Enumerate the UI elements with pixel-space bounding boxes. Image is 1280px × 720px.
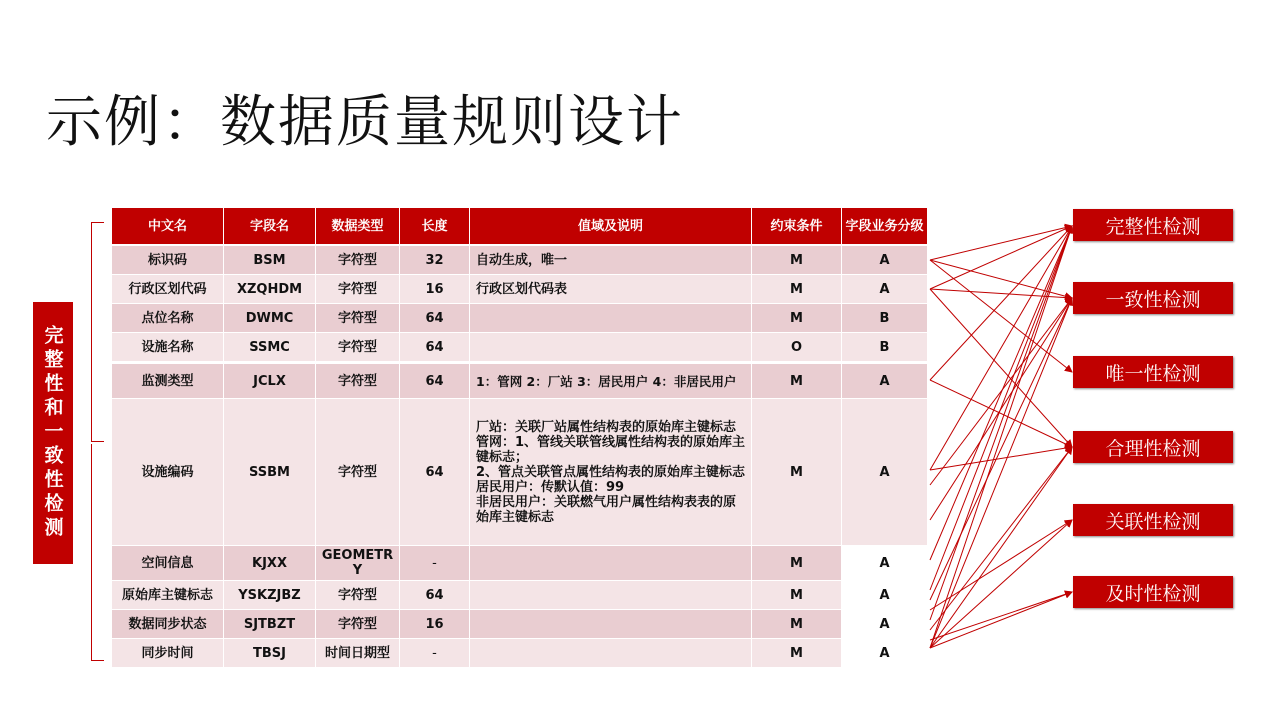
connector-line: [930, 298, 1072, 600]
connector-line: [930, 226, 1072, 560]
cell-type: 字符型: [316, 333, 400, 361]
cell-type: 字符型: [316, 304, 400, 332]
check-completeness: 完整性检测: [1073, 209, 1233, 241]
cell-field: SSMC: [224, 333, 316, 361]
cell-length: 64: [400, 581, 470, 609]
cell-cn-name: 点位名称: [112, 304, 224, 332]
cell-length: 16: [400, 275, 470, 303]
cell-type: 字符型: [316, 399, 400, 545]
cell-cn-name: 设施编码: [112, 399, 224, 545]
connector-line: [930, 226, 1072, 380]
header-cell: 数据类型: [316, 208, 400, 244]
header-cell: 字段名: [224, 208, 316, 244]
cell-level: B: [842, 304, 928, 332]
check-consistency: 一致性检测: [1073, 282, 1233, 314]
cell-constraint: M: [752, 610, 842, 638]
cell-length: 16: [400, 610, 470, 638]
header-cell: 值域及说明: [470, 208, 752, 244]
table-row: [112, 610, 928, 638]
cell-constraint: M: [752, 399, 842, 545]
connector-line: [930, 298, 1072, 485]
cell-cn-name: 行政区划代码: [112, 275, 224, 303]
cell-domain: [470, 639, 752, 667]
cell-level: A: [842, 275, 928, 303]
table-row: [112, 639, 928, 667]
cell-level: A: [842, 546, 928, 580]
check-association: 关联性检测: [1073, 504, 1233, 536]
cell-cn-name: 空间信息: [112, 546, 224, 580]
cell-level: A: [842, 581, 928, 609]
cell-field: XZQHDM: [224, 275, 316, 303]
connector-line: [930, 226, 1072, 260]
connector-line: [930, 298, 1072, 520]
cell-domain: [470, 581, 752, 609]
cell-length: 64: [400, 304, 470, 332]
cell-level: B: [842, 333, 928, 361]
connector-line: [930, 447, 1072, 648]
cell-type: 字符型: [316, 364, 400, 398]
table-row: [112, 581, 928, 609]
cell-type: 字符型: [316, 275, 400, 303]
cell-cn-name: 数据同步状态: [112, 610, 224, 638]
cell-length: -: [400, 546, 470, 580]
cell-constraint: M: [752, 275, 842, 303]
cell-domain: [470, 304, 752, 332]
table-header-row: [112, 208, 928, 244]
connector-line: [930, 520, 1072, 610]
cell-field: JCLX: [224, 364, 316, 398]
cell-level: A: [842, 610, 928, 638]
cell-cn-name: 标识码: [112, 246, 224, 274]
check-timeliness: 及时性检测: [1073, 576, 1233, 608]
cell-field: DWMC: [224, 304, 316, 332]
cell-level: A: [842, 639, 928, 667]
cell-field: SJTBZT: [224, 610, 316, 638]
cell-constraint: M: [752, 581, 842, 609]
cell-type: 字符型: [316, 610, 400, 638]
cell-level: A: [842, 246, 928, 274]
side-label: 完整性和一致性检测: [33, 302, 73, 564]
cell-constraint: O: [752, 333, 842, 361]
cell-type: 字符型: [316, 581, 400, 609]
cell-domain: [470, 333, 752, 361]
cell-cn-name: 同步时间: [112, 639, 224, 667]
cell-constraint: M: [752, 246, 842, 274]
cell-cn-name: 监测类型: [112, 364, 224, 398]
header-cell: 中文名: [112, 208, 224, 244]
connector-line: [930, 260, 1072, 298]
cell-length: -: [400, 639, 470, 667]
connector-line: [930, 447, 1072, 630]
header-cell: 约束条件: [752, 208, 842, 244]
connector-line: [930, 226, 1072, 590]
header-cell: 字段业务分级: [842, 208, 928, 244]
cell-constraint: M: [752, 304, 842, 332]
cell-length: 64: [400, 399, 470, 545]
cell-length: 64: [400, 364, 470, 398]
cell-level: A: [842, 364, 928, 398]
cell-constraint: M: [752, 639, 842, 667]
cell-domain: [470, 610, 752, 638]
cell-constraint: M: [752, 546, 842, 580]
cell-cn-name: 原始库主键标志: [112, 581, 224, 609]
cell-domain: [470, 546, 752, 580]
table-row: [112, 333, 928, 361]
page-title: 示例：数据质量规则设计: [46, 90, 684, 155]
cell-type: 时间日期型: [316, 639, 400, 667]
table-row: [112, 364, 928, 398]
cell-length: 32: [400, 246, 470, 274]
cell-constraint: M: [752, 364, 842, 398]
check-uniqueness: 唯一性检测: [1073, 356, 1233, 388]
cell-field: YSKZJBZ: [224, 581, 316, 609]
table-row: [112, 399, 928, 545]
cell-field: BSM: [224, 246, 316, 274]
cell-type: 字符型: [316, 246, 400, 274]
cell-domain: 行政区划代码表: [470, 275, 752, 303]
cell-length: 64: [400, 333, 470, 361]
connector-line: [930, 447, 1072, 470]
connector-line: [930, 226, 1072, 470]
cell-field: TBSJ: [224, 639, 316, 667]
check-rationality: 合理性检测: [1073, 431, 1233, 463]
cell-level: A: [842, 399, 928, 545]
table-row: [112, 246, 928, 274]
table-row: [112, 304, 928, 332]
connector-line: [930, 592, 1072, 648]
connector-line: [930, 592, 1072, 640]
cell-cn-name: 设施名称: [112, 333, 224, 361]
cell-field: KJXX: [224, 546, 316, 580]
cell-domain: 自动生成，唯一: [470, 246, 752, 274]
connector-line: [930, 298, 1072, 648]
cell-domain: 1：管网 2：厂站 3：居民用户 4：非居民用户: [470, 364, 752, 398]
header-cell: 长度: [400, 208, 470, 244]
cell-field: SSBM: [224, 399, 316, 545]
cell-type: GEOMETRY: [316, 546, 400, 580]
table-row: [112, 275, 928, 303]
table-row: [112, 546, 928, 580]
cell-domain: 厂站：关联厂站属性结构表的原始库主键标志 管网：1、管线关联管线属性结构表的原始库主键标志； 2、管点关联管点属性结构表的原始库主键标志 居民用户：传默认值：99 非居民用户：关联燃气用户属性结构表表的原始库主键标志: [470, 399, 752, 545]
